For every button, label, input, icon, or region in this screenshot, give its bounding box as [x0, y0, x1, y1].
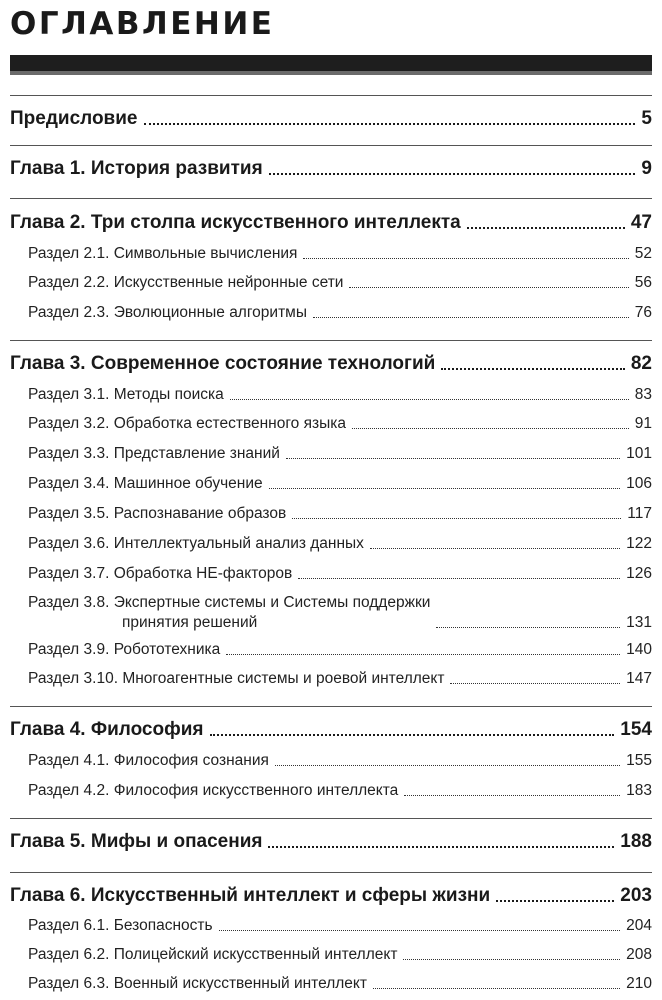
toc-section-entry[interactable]: [28, 273, 652, 293]
page-number: 82: [630, 353, 652, 374]
entry-title: Раздел 3.5. Распознавание образов: [28, 505, 287, 522]
dot-leader: [496, 899, 614, 902]
entry-title: Раздел 3.8. Экспертные системы и Системы поддержки принятия решений: [28, 594, 431, 631]
toc-section-entry[interactable]: [28, 751, 652, 771]
toc-chapter-entry[interactable]: [10, 831, 652, 853]
toc-section-entry[interactable]: [28, 669, 652, 689]
section-divider: [10, 872, 652, 873]
page-number: 154: [620, 719, 652, 740]
entry-title: Раздел 3.6. Интеллектуальный анализ данных: [28, 535, 364, 552]
dot-leader: [210, 733, 615, 736]
toc-chapter-entry[interactable]: [10, 212, 652, 234]
toc-section-entry[interactable]: [28, 385, 652, 405]
entry-title: Глава 3. Современное состояние технологий: [10, 353, 436, 374]
page-title: ОГЛАВЛЕНИЕ: [10, 6, 275, 42]
entry-title: Раздел 3.2. Обработка естественного языка: [28, 415, 346, 432]
page-number: 76: [634, 304, 652, 321]
toc-section-entry[interactable]: [28, 474, 652, 494]
dot-leader: [286, 457, 620, 459]
dot-leader: [303, 257, 628, 259]
page-number: 47: [630, 212, 652, 233]
dot-leader: [313, 316, 629, 318]
toc-section-entry[interactable]: [28, 640, 652, 660]
page-number: 183: [626, 782, 652, 799]
page-number: 117: [627, 505, 652, 522]
toc-chapter-entry[interactable]: [10, 108, 652, 130]
entry-title: Раздел 6.3. Военный искусственный интеллект: [28, 975, 367, 992]
toc-section-entry[interactable]: [28, 945, 652, 965]
dot-leader: [450, 682, 620, 684]
entry-title: Глава 5. Мифы и опасения: [10, 831, 263, 852]
entry-title: Раздел 3.7. Обработка НЕ-факторов: [28, 565, 293, 582]
entry-title: Глава 1. История развития: [10, 158, 263, 179]
dot-leader: [298, 577, 620, 579]
entry-title: Раздел 4.1. Философия сознания: [28, 752, 269, 769]
toc-chapter-entry[interactable]: [10, 719, 652, 741]
toc-section-entry[interactable]: [28, 244, 652, 264]
dot-leader: [349, 286, 628, 288]
page-number: 52: [634, 245, 652, 262]
entry-title: Раздел 3.10. Многоагентные системы и роевой интеллект: [28, 670, 445, 687]
dot-leader: [275, 764, 620, 766]
entry-title: Раздел 6.1. Безопасность: [28, 917, 213, 934]
page-number: 131: [626, 614, 652, 631]
dot-leader: [269, 172, 636, 175]
toc-section-entry[interactable]: [28, 781, 652, 801]
page-number: 5: [641, 108, 652, 129]
toc-section-entry[interactable]: [28, 534, 652, 554]
entry-title: Раздел 6.2. Полицейский искусственный интеллект: [28, 946, 398, 963]
page-number: 208: [626, 946, 652, 963]
page-number: 203: [620, 885, 652, 906]
toc-section-entry[interactable]: [28, 593, 652, 633]
dot-leader: [403, 958, 620, 960]
dot-leader: [404, 794, 620, 796]
entry-title: Раздел 2.1. Символьные вычисления: [28, 245, 298, 262]
dot-leader: [226, 653, 620, 655]
page-number: 126: [626, 565, 652, 582]
page-number: 147: [626, 670, 652, 687]
page-number: 122: [626, 535, 652, 552]
page-number: 210: [626, 975, 652, 992]
dot-leader: [352, 427, 629, 429]
page-number: 56: [634, 274, 652, 291]
entry-title: Глава 2. Три столпа искусственного интеллекта: [10, 212, 461, 233]
page-number: 188: [620, 831, 652, 852]
toc-chapter-entry[interactable]: [10, 158, 652, 180]
page-number: 155: [626, 752, 652, 769]
page-number: 106: [626, 475, 652, 492]
section-divider: [10, 340, 652, 341]
toc-chapter-entry[interactable]: [10, 353, 652, 375]
entry-title: Раздел 3.3. Представление знаний: [28, 445, 280, 462]
page-number: 83: [634, 386, 652, 403]
page-number: 101: [626, 445, 652, 462]
toc-section-entry[interactable]: [28, 504, 652, 524]
toc-section-entry[interactable]: [28, 916, 652, 936]
dot-leader: [467, 226, 625, 229]
dot-leader: [144, 122, 636, 125]
entry-title: Глава 6. Искусственный интеллект и сферы жизни: [10, 885, 491, 906]
page-number: 91: [634, 415, 652, 432]
dot-leader: [269, 487, 621, 489]
dot-leader: [436, 626, 620, 628]
dot-leader: [292, 517, 621, 519]
section-divider: [10, 145, 652, 146]
dot-leader: [370, 547, 620, 549]
entry-title: Раздел 2.2. Искусственные нейронные сети: [28, 274, 344, 291]
dot-leader: [230, 398, 629, 400]
toc-section-entry[interactable]: [28, 414, 652, 434]
section-divider: [10, 95, 652, 96]
toc-section-entry[interactable]: [28, 564, 652, 584]
page-number: 9: [641, 158, 652, 179]
dot-leader: [268, 845, 614, 848]
entry-title: Предисловие: [10, 108, 138, 129]
dot-leader: [373, 987, 620, 989]
dot-leader: [219, 929, 621, 931]
page-number: 140: [626, 641, 652, 658]
dot-leader: [441, 367, 625, 370]
toc-section-entry[interactable]: [28, 974, 652, 994]
entry-title: Раздел 3.9. Робототехника: [28, 641, 221, 658]
toc-section-entry[interactable]: [28, 303, 652, 323]
entry-title: Раздел 4.2. Философия искусственного интеллекта: [28, 782, 399, 799]
toc-chapter-entry[interactable]: [10, 885, 652, 907]
entry-title: Раздел 3.4. Машинное обучение: [28, 475, 263, 492]
entry-title: Раздел 2.3. Эволюционные алгоритмы: [28, 304, 307, 321]
section-divider: [10, 818, 652, 819]
toc-section-entry[interactable]: [28, 444, 652, 464]
page-number: 204: [626, 917, 652, 934]
section-divider: [10, 198, 652, 199]
section-divider: [10, 706, 652, 707]
entry-title: Глава 4. Философия: [10, 719, 204, 740]
entry-title: Раздел 3.1. Методы поиска: [28, 386, 224, 403]
